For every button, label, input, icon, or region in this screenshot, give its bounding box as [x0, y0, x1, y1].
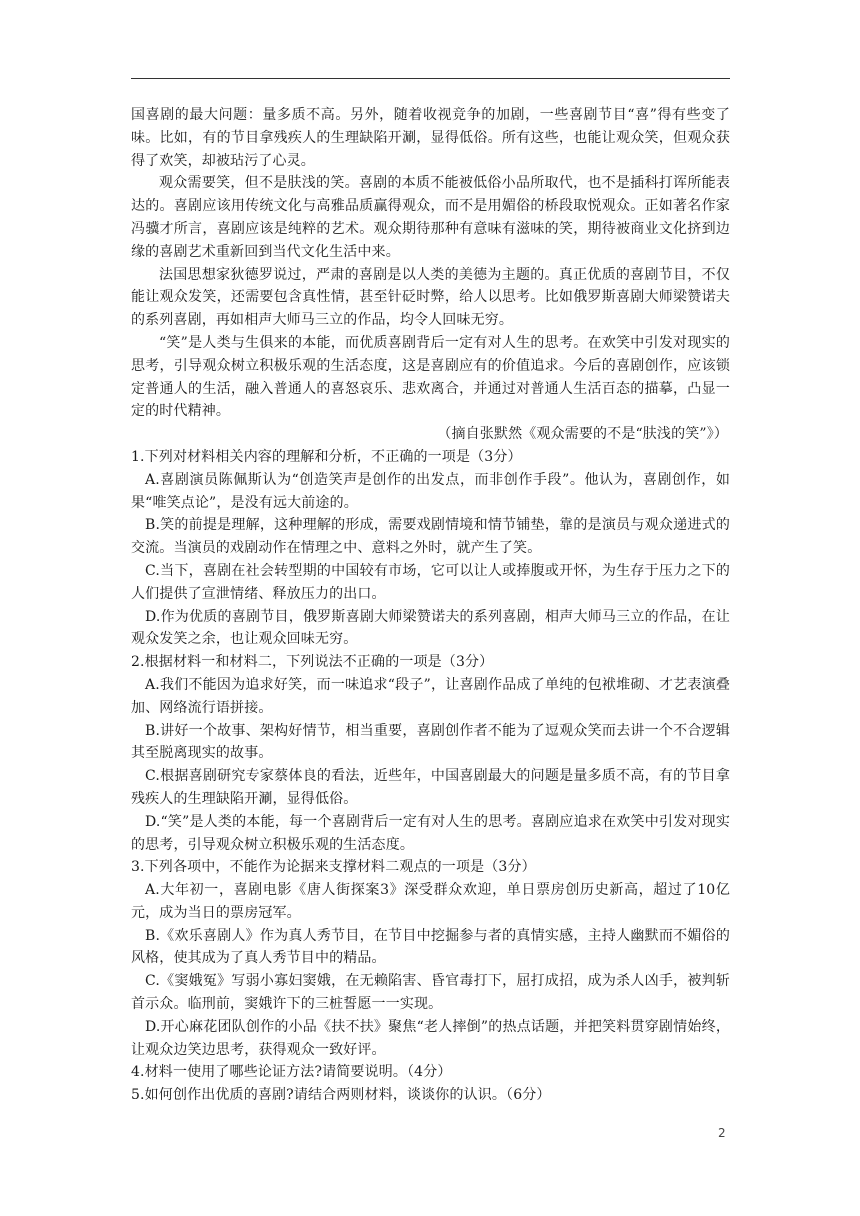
paragraph: 法国思想家狄德罗说过，严肃的喜剧是以人类的美德为主题的。真正优质的喜剧节目，不仅能让观众发笑，还需要包含真性情，甚至针砭时弊，给人以思考。比如俄罗斯喜剧大师梁赞诺夫的系列喜剧，再如相声大师马三立的作品，均令人回味无穷。: [131, 266, 730, 329]
page-number: 2: [718, 1126, 726, 1140]
question-2-option-b: B.讲好一个故事、架构好情节，相当重要，喜剧创作者不能为了逗观众笑而去讲一个不合逻辑其至脱离现实的故事。: [131, 722, 730, 762]
paragraph: “笑”是人类与生俱来的本能，而优质喜剧背后一定有对人生的思考。在欢笑中引发对现实的思考，引导观众树立积极乐观的生活态度，这是喜剧应有的价值追求。今后的喜剧创作，应该锁定普通人的生活，融入普通人的喜怒哀乐、悲欢离合，并通过对普通人生活百态的描摹，凸显一定的时代精神。: [131, 334, 730, 420]
question-2-option-a: A.我们不能因为追求好笑，而一味追求“段子”，让喜剧作品成了单纯的包袱堆砌、才艺表演叠加、网络流行语拼接。: [131, 676, 730, 716]
paragraph: 观众需要笑，但不是肤浅的笑。喜剧的本质不能被低俗小品所取代，也不是插科打诨所能表达的。喜剧应该用传统文化与高雅品质赢得观众，而不是用媚俗的桥段取悦观众。正如著名作家冯骥才所言，喜剧应该是纯粹的艺术。观众期待那种有意味有滋味的笑，期待被商业文化挤到边缘的喜剧艺术重新回到当代文化生活中来。: [131, 175, 730, 260]
question-2-option-d: D.“笑”是人类的本能，每一个喜剧背后一定有对人生的思考。喜剧应追求在欢笑中引发对现实的思考，引导观众树立积极乐观的生活态度。: [131, 813, 730, 853]
question-1-stem: 1.下列对材料相关内容的理解和分析，不正确的一项是（3分）: [131, 448, 522, 465]
source-citation: （摘自张默然《观众需要的不是“肤浅的笑”》）: [437, 426, 728, 443]
question-3-option-d: D.开心麻花团队创作的小品《扶不扶》聚焦“老人摔倒”的热点话题，并把笑料贯穿剧情始终，让观众边笑边思考，获得观众一致好评。: [131, 1018, 730, 1058]
question-3-stem: 3.下列各项中，不能作为论据来支撑材料二观点的一项是（3分）: [131, 859, 536, 876]
question-3-option-c: C.《窦娥冤》写弱小寡妇窦娥，在无赖陷害、昏官毒打下，屈打成招，成为杀人凶手，被判斩首示众。临刑前，窦娥许下的三桩誓愿一一实现。: [131, 973, 730, 1013]
header-rule: [131, 78, 730, 79]
question-1-option-b: B.笑的前提是理解，这种理解的形成，需要戏剧情境和情节铺垫，靠的是演员与观众递进式的交流。当演员的戏剧动作在情理之中、意料之外时，就产生了笑。: [131, 517, 730, 557]
question-1-option-d: D.作为优质的喜剧节目，俄罗斯喜剧大师梁赞诺夫的系列喜剧，相声大师马三立的作品，在让观众发笑之余，也让观众回味无穷。: [131, 608, 730, 648]
question-5: 5.如何创作出优质的喜剧?请结合两则材料，谈谈你的认识。（6分）: [131, 1087, 551, 1104]
paragraph-continued: 国喜剧的最大问题：量多质不高。另外，随着收视竞争的加剧，一些喜剧节目“喜”得有些变了味。比如，有的节目拿残疾人的生理缺陷开涮，显得低俗。所有这些，也能让观众笑，但观众获得了欢笑，却被玷污了心灵。: [131, 107, 730, 169]
question-1-option-a: A.喜剧演员陈佩斯认为“创造笑声是创作的出发点，而非创作手段”。他认为，喜剧创作，如果“唯笑点论”，是没有远大前途的。: [131, 471, 730, 511]
question-3-option-a: A.大年初一，喜剧电影《唐人街探案3》深受群众欢迎，单日票房创历史新高，超过了10亿元，成为当日的票房冠军。: [131, 882, 730, 921]
question-1-option-c: C.当下，喜剧在社会转型期的中国较有市场，它可以让人或捧腹或开怀，为生存于压力之下的人们提供了宣泄情绪、释放压力的出口。: [131, 562, 730, 602]
question-2-stem: 2.根据材料一和材料二，下列说法不正确的一项是（3分）: [131, 654, 494, 671]
question-4: 4.材料一使用了哪些论证方法?请简要说明。（4分）: [131, 1064, 452, 1081]
question-2-option-c: C.根据喜剧研究专家蔡体良的看法，近些年，中国喜剧最大的问题是量多质不高，有的节目拿残疾人的生理缺陷开涮，显得低俗。: [131, 768, 730, 807]
question-3-option-b: B.《欢乐喜剧人》作为真人秀节目，在节目中挖掘参与者的真情实感，主持人幽默而不媚俗的风格，使其成为了真人秀节目中的精品。: [131, 927, 730, 967]
document-body: [131, 104, 730, 1107]
